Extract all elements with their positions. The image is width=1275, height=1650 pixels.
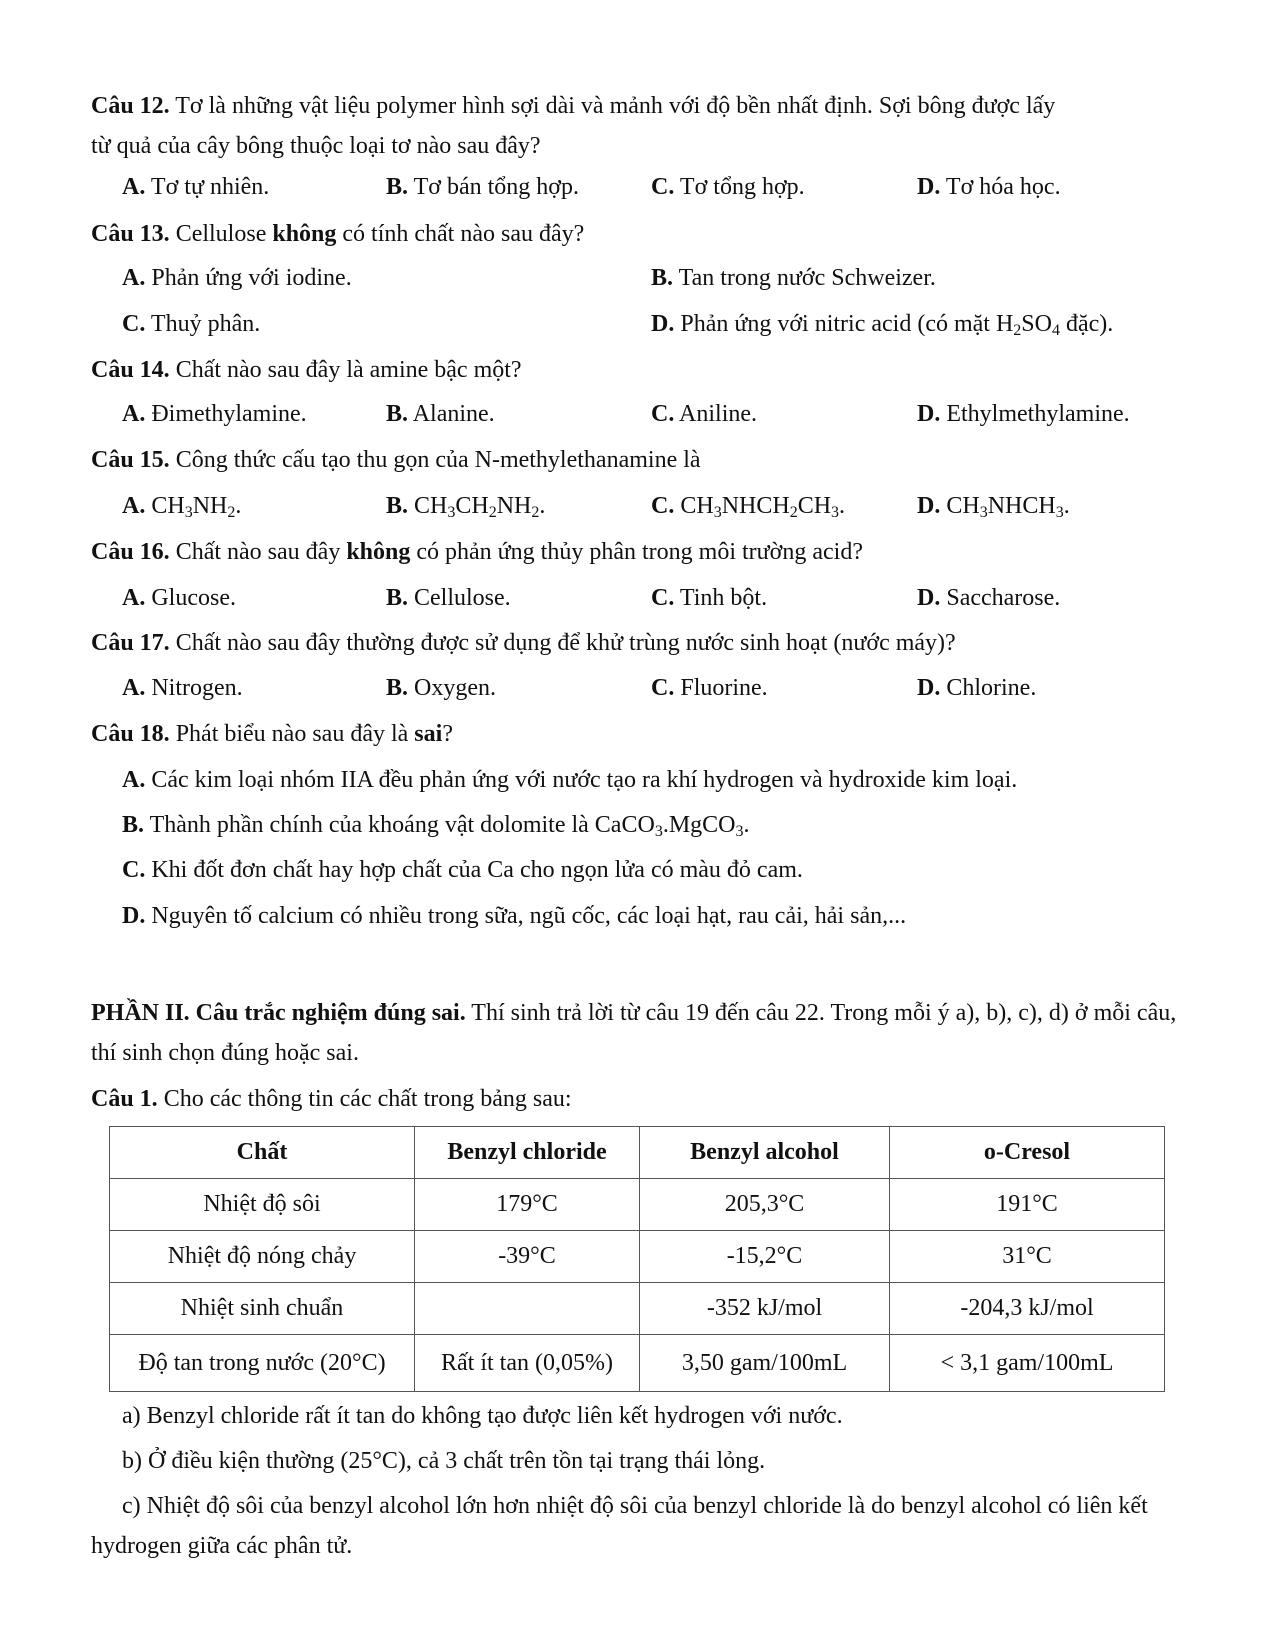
question-15-stem: Câu 15. Công thức cấu tạo thu gọn của N-methylethanamine là [91, 447, 701, 473]
q18-option-a: A. Các kim loại nhóm IIA đều phản ứng với nước tạo ra khí hydrogen và hydroxide kim loại. [122, 767, 1018, 793]
table-cell: Độ tan trong nước (20°C) [110, 1335, 415, 1392]
table-cell: 31°C [890, 1231, 1165, 1283]
q17-option-c: C. Fluorine. [651, 675, 768, 701]
question-16-stem: Câu 16. Chất nào sau đây không có phản ứng thủy phân trong môi trường acid? [91, 539, 863, 565]
q12-option-b: B. Tơ bán tổng hợp. [386, 174, 579, 200]
q16-option-b: B. Cellulose. [386, 585, 511, 611]
table-cell: -204,3 kJ/mol [890, 1283, 1165, 1335]
table-cell: Nhiệt độ sôi [110, 1179, 415, 1231]
table-cell: -352 kJ/mol [640, 1283, 890, 1335]
table-cell: 205,3°C [640, 1179, 890, 1231]
q14-option-a: A. Đimethylamine. [122, 401, 307, 427]
table-cell: 191°C [890, 1179, 1165, 1231]
table-cell: Nhiệt độ nóng chảy [110, 1231, 415, 1283]
question-17-stem: Câu 17. Chất nào sau đây thường được sử dụng để khử trùng nước sinh hoạt (nước máy)? [91, 630, 956, 656]
q13-option-c: C. Thuỷ phân. [122, 311, 261, 337]
statement-b: b) Ở điều kiện thường (25°C), cả 3 chất trên tồn tại trạng thái lỏng. [122, 1448, 766, 1474]
table-header-cell: Benzyl chloride [415, 1127, 640, 1179]
table-header-cell: Benzyl alcohol [640, 1127, 890, 1179]
q12-option-d: D. Tơ hóa học. [917, 174, 1061, 200]
q15-option-c: C. $CH_3NHCH_2CH_3$. [651, 493, 846, 521]
q15-option-a: A. $CH_3NH_2$. [122, 493, 242, 521]
table-header-row [110, 1127, 1165, 1179]
question-1-stem: Câu 1. Cho các thông tin các chất trong bảng sau: [91, 1086, 572, 1112]
q18-option-b: B. Thành phần chính của khoáng vật dolomite là CaCO$_3$.MgCO$_3$. [122, 812, 750, 840]
q13-option-a: A. Phản ứng với iodine. [122, 265, 352, 291]
question-13-stem: Câu 13. Cellulose không có tính chất nào sau đây? [91, 221, 585, 247]
statement-c: c) Nhiệt độ sôi của benzyl alcohol lớn hơn nhiệt độ sôi của benzyl chloride là do benzyl alcohol có liên kết hydrogen giữa các phân tử. [91, 1493, 1148, 1559]
q12-option-a: A. Tơ tự nhiên. [122, 174, 270, 200]
table-row [110, 1283, 1165, 1335]
q18-option-c: C. Khi đốt đơn chất hay hợp chất của Ca cho ngọn lửa có màu đỏ cam. [122, 857, 803, 883]
q17-option-b: B. Oxygen. [386, 675, 496, 701]
table-header-cell: o-Cresol [890, 1127, 1165, 1179]
table-row [110, 1179, 1165, 1231]
table-row [110, 1335, 1165, 1392]
properties-table [109, 1126, 1165, 1392]
table-cell: Rất ít tan (0,05%) [415, 1335, 640, 1392]
question-14-stem: Câu 14. Chất nào sau đây là amine bậc một? [91, 357, 522, 383]
q16-option-d: D. Saccharose. [917, 585, 1061, 611]
statement-a: a) Benzyl chloride rất ít tan do không tạo được liên kết hydrogen với nước. [122, 1403, 843, 1429]
table-cell: -39°C [415, 1231, 640, 1283]
q17-option-a: A. Nitrogen. [122, 675, 243, 701]
table-cell [415, 1283, 640, 1335]
table-cell: Nhiệt sinh chuẩn [110, 1283, 415, 1335]
q14-option-d: D. Ethylmethylamine. [917, 401, 1130, 427]
q17-option-d: D. Chlorine. [917, 675, 1037, 701]
q13-option-b: B. Tan trong nước Schweizer. [651, 265, 936, 291]
part-2-heading: PHẦN II. Câu trắc nghiệm đúng sai. Thí sinh trả lời từ câu 19 đến câu 22. Trong mỗi ý a), b), c), d) ở mỗi câu, thí sinh chọn đúng hoặc sai. [91, 1000, 1177, 1066]
q18-option-d: D. Nguyên tố calcium có nhiều trong sữa, ngũ cốc, các loại hạt, rau cải, hải sản,... [122, 903, 907, 929]
question-18-stem: Câu 18. Phát biểu nào sau đây là sai? [91, 721, 453, 747]
table-cell: < 3,1 gam/100mL [890, 1335, 1165, 1392]
question-12-stem: Câu 12. Tơ là những vật liệu polymer hình sợi dài và mảnh với độ bền nhất định. Sợi bông được lấy từ quả của cây bông thuộc loại tơ nào sau đây? [91, 93, 1056, 159]
q15-option-b: B. $CH_3CH_2NH_2$. [386, 493, 546, 521]
q16-option-c: C. Tinh bột. [651, 585, 768, 611]
table-cell: -15,2°C [640, 1231, 890, 1283]
table-header-cell: Chất [110, 1127, 415, 1179]
q16-option-a: A. Glucose. [122, 585, 236, 611]
table-cell: 3,50 gam/100mL [640, 1335, 890, 1392]
q13-option-d: D. Phản ứng với nitric acid (có mặt $H_2SO_4$ đặc). [651, 311, 1114, 339]
q15-option-d: D. $CH_3NHCH_3$. [917, 493, 1070, 521]
table-row [110, 1231, 1165, 1283]
q14-option-c: C. Aniline. [651, 401, 758, 427]
table-cell: 179°C [415, 1179, 640, 1231]
q12-option-c: C. Tơ tổng hợp. [651, 174, 805, 200]
q14-option-b: B. Alanine. [386, 401, 495, 427]
